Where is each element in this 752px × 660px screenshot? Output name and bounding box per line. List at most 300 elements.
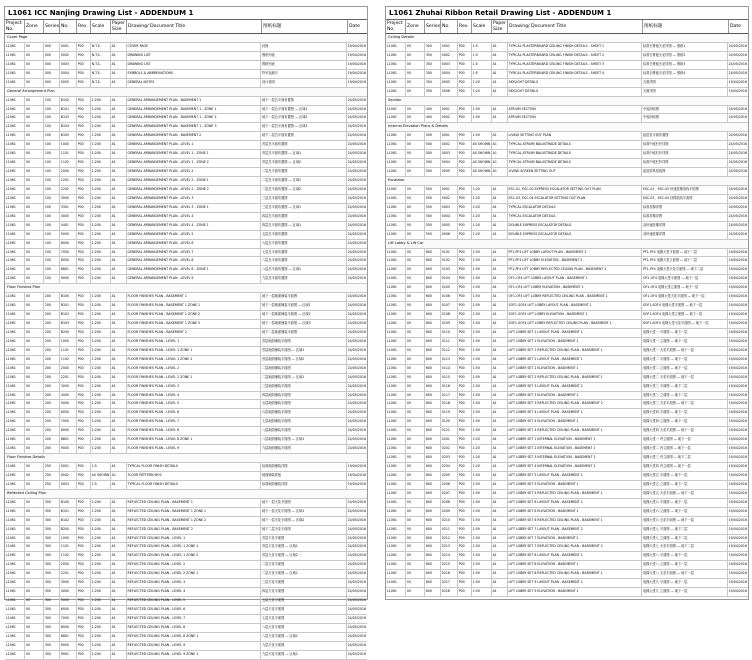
table-cell: L1061 [5, 150, 25, 158]
table-cell: LIFT LOBBY SET 5 ELEVATION - BASEMENT 1 [508, 481, 642, 489]
table-cell: 600 [425, 302, 441, 310]
table-cell: 600 [425, 517, 441, 525]
table-cell: L1061 [386, 508, 406, 516]
table-cell: P00 [458, 311, 472, 319]
table-cell: 1:200 [91, 338, 111, 346]
table-cell: 1:200 [91, 552, 111, 560]
table-cell: 100 [44, 114, 60, 122]
table-cell: L1061 [386, 463, 406, 471]
table-cell: 起居屏风放线图 [642, 168, 728, 176]
table-cell: 19/04/2016 [728, 535, 747, 540]
table-cell: 00 [406, 302, 425, 310]
table-cell: P00 [458, 222, 472, 230]
table-cell: FLOOR FINISHES PLAN - LEVEL 8 ZONE 1 [127, 436, 261, 444]
table-cell: 300 [44, 535, 60, 543]
table-cell: 首层天花平面图 — 区域2 [261, 552, 347, 560]
table-cell: 19/04/2016 [728, 544, 747, 549]
table-cell: L1061 [5, 499, 25, 507]
table-cell: LIFT LOBBY SET 8 REFLECTED CEILING PLAN - BASEMENT 1 [508, 570, 642, 578]
table-cell: 24/05/2016 [347, 401, 366, 406]
table-cell: PF1-PF4 电梯大堂天花平面图 — 地下二层 [642, 266, 728, 274]
table-cell: 00 [25, 463, 44, 471]
table-cell: 00 [406, 570, 425, 578]
table-cell: 0216 [441, 570, 458, 578]
table-cell: L1061 [5, 97, 25, 105]
table-cell: 二层总平面布置图 — 区域1 [261, 177, 347, 185]
column-header: Project No. [5, 20, 25, 33]
table-cell: 1:200 [91, 427, 111, 435]
table-cell: 350 [425, 79, 441, 87]
table-cell: A1 [111, 177, 127, 185]
table-cell: 六层总平面布置图 [261, 240, 347, 248]
table-cell: 600 [425, 543, 441, 551]
table-cell: 250 [44, 463, 60, 471]
table-cell: PF1-PF4 LIFT LOBBY ELEVATION - BASEMENT 2 [508, 257, 642, 265]
table-cell: REFLECTED CEILING PLAN - LEVEL 1 ZONE 1 [127, 543, 261, 551]
table-cell: 0214 [441, 552, 458, 560]
table-cell: P00 [77, 400, 91, 408]
table-cell: P00 [458, 106, 472, 114]
table-cell: 1:200 [91, 240, 111, 248]
table-cell: 24/05/2016 [347, 186, 366, 191]
table-cell: 200 [44, 356, 60, 364]
table-cell: 24/05/2016 [728, 61, 747, 66]
table-cell: P00 [77, 222, 91, 230]
table-cell: 350 [425, 88, 441, 96]
table-cell: 首层总平面布置图 — 区域2 [261, 159, 347, 167]
table-cell: A1 [111, 266, 127, 274]
table-cell: 地下二层天花平面图 [261, 526, 347, 534]
table-cell: 1:20 [472, 186, 492, 194]
table-cell: 1:5 [472, 61, 492, 69]
table-cell: SOF1-SOF4 LIFT LOBBY LAYOUT PLAN - BASEMENT 1 [508, 302, 642, 310]
table-cell: L1061 [386, 249, 406, 257]
table-cell: 二层总平面布置图 [261, 168, 347, 176]
table-cell: 7000 [60, 418, 77, 426]
table-cell: 0003 [441, 204, 458, 212]
table-cell: A1 [492, 195, 508, 203]
table-cell: 0105 [441, 284, 458, 292]
table-cell: 600 [425, 365, 441, 373]
table-cell: L1061 [386, 445, 406, 453]
table-cell: P00 [77, 427, 91, 435]
table-cell: L1061 [5, 552, 25, 560]
table-cell: 200 [44, 436, 60, 444]
table-cell: 1:200 [91, 597, 111, 605]
table-row [5, 642, 367, 651]
table-cell: A1 [492, 588, 508, 596]
table-cell: AS SHOWN [472, 141, 492, 149]
table-cell: 19/04/2016 [728, 410, 747, 415]
table-cell: 24/05/2016 [347, 329, 366, 334]
table-cell: P00 [458, 284, 472, 292]
table-cell: L1061 [5, 526, 25, 534]
column-header: Drawing/ Document Title [127, 20, 262, 33]
table-cell: 00 [25, 114, 44, 122]
table-cell: 24/05/2016 [728, 186, 747, 191]
table-cell: 0001 [441, 106, 458, 114]
table-cell: REFLECTED CEILING PLAN - LEVEL 9 [127, 642, 261, 650]
table-cell: P00 [77, 409, 91, 417]
table-cell: 200 [44, 383, 60, 391]
table-cell: A1 [492, 168, 508, 176]
table-cell: 350 [425, 52, 441, 60]
table-row [386, 79, 748, 88]
table-cell: P00 [77, 508, 91, 516]
table-cell: 1:200 [91, 651, 111, 659]
table-cell: 550 [425, 222, 441, 230]
table-cell: L1061 [5, 409, 25, 417]
table-cell: P00 [458, 347, 472, 355]
table-row [5, 106, 367, 115]
table-cell: LIFT LOBBY SET 1 REFLECTED CEILING PLAN - BASEMENT 1 [508, 347, 642, 355]
table-row [386, 320, 748, 329]
table-cell: 0005 [441, 79, 458, 87]
table-cell: 24/05/2016 [728, 169, 747, 174]
table-cell: 1:200 [91, 302, 111, 310]
table-row [5, 159, 367, 168]
table-cell: A1 [111, 365, 127, 373]
table-row [386, 168, 748, 177]
table-cell: 0108 [441, 311, 458, 319]
table-cell: 电梯大堂四 立面图 — 地下一层 [642, 418, 728, 426]
table-cell: 00 [25, 266, 44, 274]
table-cell: 八层总平面布置图 — 区域1 [261, 266, 347, 274]
table-cell: P00 [77, 543, 91, 551]
table-cell: 24/05/2016 [347, 338, 366, 343]
table-cell: 1:200 [91, 141, 111, 149]
section-heading: Internal Elevation Plans & Details [386, 123, 748, 132]
table-cell: REFLECTED CEILING PLAN - LEVEL 2 [127, 561, 261, 569]
table-cell: 350 [425, 43, 441, 51]
table-row [386, 570, 748, 579]
table-cell: 19/04/2016 [728, 258, 747, 263]
table-cell: FLOOR FINISHES PLAN - LEVEL 1 [127, 338, 261, 346]
table-cell: 0213 [441, 543, 458, 551]
table-cell: A1 [111, 43, 127, 51]
table-cell: P00 [458, 43, 472, 51]
table-cell: 0006 [441, 231, 458, 239]
table-cell: A1 [492, 320, 508, 328]
table-cell: 4000 [60, 213, 77, 221]
table-cell: 24/05/2016 [347, 589, 366, 594]
table-cell: LIFT LOBBY SET 4 INTERNAL ELEVATION - BASEMENT 1 [508, 463, 642, 471]
table-cell: 24/05/2016 [728, 231, 747, 236]
table-cell: P00 [77, 365, 91, 373]
table-cell: 地下一层地面铺装平面图 — 区域3 [261, 320, 347, 328]
table-cell: 24/05/2016 [347, 544, 366, 549]
table-row [5, 615, 367, 624]
table-cell: 2000 [60, 365, 77, 373]
table-cell: 24/05/2016 [347, 169, 366, 174]
table-cell: A1 [492, 43, 508, 51]
table-row [386, 284, 748, 293]
table-cell: 19/04/2016 [728, 374, 747, 379]
table-cell: 标准石膏板天花详图 — 图纸4 [642, 70, 728, 78]
table-cell: 24/05/2016 [347, 624, 366, 629]
table-cell: 标准石膏板天花详图 — 图纸3 [642, 61, 728, 69]
table-cell: 1:200 [91, 517, 111, 525]
column-header: Drawing/ Document Title [508, 20, 643, 33]
table-row [5, 651, 367, 660]
section-heading: Escalator [386, 177, 748, 186]
table-cell: 300 [44, 552, 60, 560]
table-cell: 24/05/2016 [347, 312, 366, 317]
table-cell: 0211 [441, 526, 458, 534]
table-cell: 1:50 [472, 266, 492, 274]
table-cell: 00 [25, 52, 44, 60]
table-row [5, 249, 367, 258]
table-cell: 设计说明 [261, 79, 347, 87]
table-cell: 600 [425, 338, 441, 346]
table-cell: 2202 [60, 186, 77, 194]
table-row [386, 409, 748, 418]
table-cell: 地下一层地面铺装平面图 — 区域2 [261, 311, 347, 319]
table-cell: 1:200 [91, 123, 111, 131]
table-row [5, 579, 367, 588]
table-cell: A1 [111, 204, 127, 212]
table-cell: 00 [406, 588, 425, 596]
table-cell: P00 [458, 427, 472, 435]
table-cell: P00 [458, 168, 472, 176]
table-cell: 00 [25, 356, 44, 364]
table-row [5, 633, 367, 642]
table-cell: 天窗详图 [642, 88, 728, 96]
table-cell: A1 [492, 61, 508, 69]
table-cell: L1061 [386, 168, 406, 176]
table-cell: 1:200 [91, 231, 111, 239]
table-cell: 图纸列表 [261, 61, 347, 69]
table-cell: GENERAL ARRANGEMENT PLAN - LEVEL 9 [127, 275, 261, 283]
table-cell: 地下一层总平面布置图 [261, 97, 347, 105]
table-cell: P00 [77, 177, 91, 185]
table-cell: 00 [25, 517, 44, 525]
table-cell: 1:20 [472, 445, 492, 453]
table-row [386, 70, 748, 79]
table-cell: 00 [25, 123, 44, 131]
table-cell: LIFT LOBBY SET 4 ELEVATION - BASEMENT 1 [508, 418, 642, 426]
table-cell: 00 [25, 257, 44, 265]
table-cell: L1061 [386, 517, 406, 525]
table-cell: 八层天花平面图 [261, 624, 347, 632]
section-heading: General Arrangement Plan [5, 88, 367, 97]
table-cell: L1061 [5, 114, 25, 122]
table-cell: P00 [77, 97, 91, 105]
table-cell: 0002 [441, 52, 458, 60]
table-cell: 200 [44, 329, 60, 337]
table-row [5, 392, 367, 401]
table-cell: A1 [111, 526, 127, 534]
table-cell: P00 [458, 249, 472, 257]
table-cell: A1 [492, 302, 508, 310]
table-cell: A1 [492, 365, 508, 373]
table-cell: 600 [425, 561, 441, 569]
table-cell: 200 [44, 427, 60, 435]
table-cell: P00 [77, 570, 91, 578]
table-cell: SKYLIGHT DETAILS [508, 79, 642, 87]
table-row [386, 535, 748, 544]
column-header: Series [44, 20, 60, 33]
table-cell: 00 [406, 213, 425, 221]
table-cell: L1061 [386, 114, 406, 122]
table-cell: 1:50 [472, 543, 492, 551]
table-cell: 0118 [441, 400, 458, 408]
table-cell: L1061 [386, 257, 406, 265]
table-row [386, 499, 748, 508]
table-cell: P00 [77, 293, 91, 301]
table-cell: A1 [492, 570, 508, 578]
table-cell: 24/05/2016 [728, 52, 747, 57]
table-cell: 电梯大堂二 内立面图 — 地下一层 [642, 445, 728, 453]
table-cell: 电梯大堂一 天花平面图 — 地下一层 [642, 347, 728, 355]
table-cell: 标准中庭栏杆详图 [642, 150, 728, 158]
table-cell: 00 [406, 543, 425, 551]
table-cell: 9000 [60, 445, 77, 453]
table-cell: 1000 [60, 141, 77, 149]
table-cell: 0113 [441, 356, 458, 364]
table-cell: P00 [458, 570, 472, 578]
table-cell: 1:200 [91, 365, 111, 373]
table-cell: 19/04/2016 [728, 392, 747, 397]
table-cell: B102 [60, 97, 77, 105]
table-cell: L1061 [386, 588, 406, 596]
table-cell: N.T.S. [91, 61, 111, 69]
table-cell: SOF1-SOF4 LIFT LOBBY ELEVATION - BASEMENT 1 [508, 311, 642, 319]
table-cell: 0002 [441, 141, 458, 149]
table-row [5, 97, 367, 106]
table-cell: 600 [425, 275, 441, 283]
table-cell: 1:200 [91, 561, 111, 569]
table-cell: 标准中庭栏杆详图 [642, 141, 728, 149]
table-cell: 00 [25, 418, 44, 426]
table-cell: 图纸列表 [261, 52, 347, 60]
table-row [386, 392, 748, 401]
table-cell: A1 [492, 508, 508, 516]
table-cell: A1 [111, 231, 127, 239]
table-cell: 00 [25, 588, 44, 596]
table-cell: 1:50 [472, 249, 492, 257]
table-cell: 00 [25, 642, 44, 650]
table-row [5, 123, 367, 132]
table-cell: 5000 [60, 597, 77, 605]
table-cell: P00 [458, 508, 472, 516]
table-cell: GENERAL ARRANGEMENT PLAN - LEVEL 6 [127, 240, 261, 248]
column-header: Date [730, 23, 741, 29]
table-cell: P00 [458, 561, 472, 569]
table-cell: L1061 [5, 311, 25, 319]
table-cell: 24/05/2016 [347, 526, 366, 531]
column-header: No. [60, 20, 77, 33]
table-cell: B200 [60, 526, 77, 534]
section-heading: Lift Lobby & Lift Car [386, 240, 748, 249]
table-cell: 3301 [60, 204, 77, 212]
table-cell: P00 [458, 463, 472, 471]
table-cell: GENERAL ARRANGEMENT PLAN - LEVEL 3 - ZONE 1 [127, 204, 261, 212]
table-cell: 600 [425, 481, 441, 489]
section-heading: Floor Finishes Details [5, 454, 367, 463]
table-cell: 地下一层地面铺装平面图 — 区域1 [261, 302, 347, 310]
table-cell: 00 [406, 365, 425, 373]
table-cell: 24/05/2016 [347, 195, 366, 200]
table-cell: 24/05/2016 [347, 142, 366, 147]
table-cell: B101 [60, 106, 77, 114]
table-cell: 24/05/2016 [347, 446, 366, 451]
table-cell: 0002 [441, 195, 458, 203]
table-cell: 00 [25, 302, 44, 310]
table-cell: FLOOR FINISHES PLAN - BASEMENT 1 [127, 293, 261, 301]
table-cell: 00 [25, 195, 44, 203]
table-cell: 0001 [60, 463, 77, 471]
table-cell: 000 [44, 79, 60, 87]
table-cell: 24/05/2016 [347, 294, 366, 299]
table-cell: L1061 [5, 70, 25, 78]
table-cell: 1:50 [472, 257, 492, 265]
table-cell: 350 [425, 70, 441, 78]
table-cell: 电梯大堂九 平面图 — 地下一层 [642, 579, 728, 587]
table-cell: 1101 [60, 543, 77, 551]
table-cell: A1 [111, 472, 127, 480]
table-cell: P00 [77, 114, 91, 122]
table-cell: FLOOR FINISHES PLAN - LEVEL 1 ZONE 1 [127, 347, 261, 355]
table-cell: 200 [44, 338, 60, 346]
table-cell: 1:200 [91, 150, 111, 158]
table-cell: 400 [425, 106, 441, 114]
table-cell: 19/04/2016 [728, 356, 747, 361]
table-cell: L1061 [386, 472, 406, 480]
table-cell: 0116 [441, 383, 458, 391]
table-cell: 1:200 [91, 222, 111, 230]
table-cell: L1061 [5, 508, 25, 516]
table-cell: L1061 [5, 561, 25, 569]
table-cell: 24/05/2016 [347, 97, 366, 102]
table-cell: 600 [425, 284, 441, 292]
table-cell: P00 [77, 186, 91, 194]
table-cell: N.T.S. [91, 43, 111, 51]
table-cell: 1:50 [472, 579, 492, 587]
table-cell: 200 [44, 347, 60, 355]
table-cell: P00 [458, 472, 472, 480]
table-cell: P00 [458, 409, 472, 417]
table-cell: L1061 [5, 257, 25, 265]
table-cell: 24/05/2016 [347, 437, 366, 442]
table-cell: TYPICAL PLASTERBOARD CEILING FINISH DETAILS - SHEET 1 [508, 43, 642, 51]
table-cell: L1061 [386, 374, 406, 382]
table-cell: L1061 [386, 70, 406, 78]
table-cell: 24/05/2016 [347, 419, 366, 424]
table-cell: A1 [111, 70, 127, 78]
table-cell: 00 [406, 159, 425, 167]
table-cell: LIFT LOBBY SET 1 LAYOUT PLAN - BASEMENT 1 [508, 329, 642, 337]
table-cell: A1 [492, 526, 508, 534]
table-cell: L1061 [5, 141, 25, 149]
table-cell: 2201 [60, 177, 77, 185]
table-cell: 24/05/2016 [347, 124, 366, 129]
table-cell: 1:200 [91, 436, 111, 444]
table-cell: L1061 [386, 552, 406, 560]
table-cell: LIFT LOBBY SET 2 INTERNAL ELEVATION - BASEMENT 1 [508, 445, 642, 453]
table-cell: B103 [60, 114, 77, 122]
table-cell: L1061 [386, 418, 406, 426]
table-cell: TYPICAL ESCALATOR DETAILS [508, 213, 642, 221]
table-cell: 0104 [441, 275, 458, 283]
table-cell: 0102 [441, 257, 458, 265]
table-cell: 0106 [441, 293, 458, 301]
table-cell: LIFT LOBBY SET 4 LAYOUT PLAN - BASEMENT 1 [508, 409, 642, 417]
table-cell: GENERAL ARRANGEMENT PLAN - LEVEL 1 [127, 141, 261, 149]
table-cell: A1 [492, 561, 508, 569]
table-cell: L1061 [386, 275, 406, 283]
table-cell: REFLECTED CEILING PLAN - LEVEL 9 ZONE 1 [127, 651, 261, 659]
